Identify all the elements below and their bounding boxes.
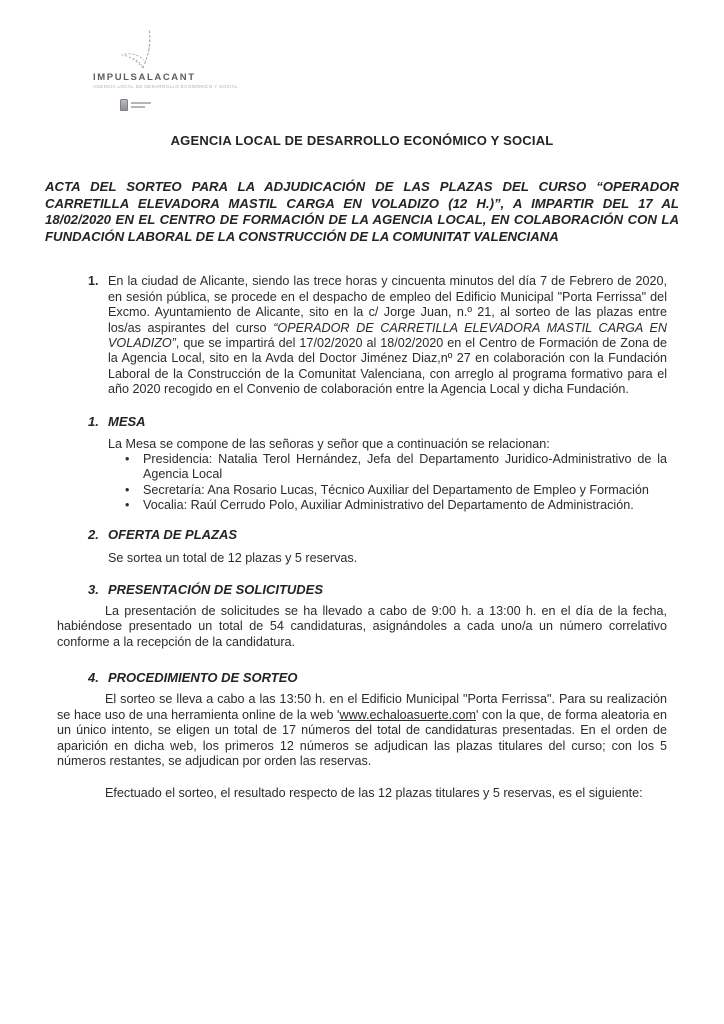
- mesa-member-vocalia: [125, 498, 667, 513]
- oferta-body-text: Se sortea un total de 12 plazas y 5 reservas.: [108, 550, 358, 565]
- sorteo-text-after-link: ' con la que, de forma aleatoria en un único intento, se eligen un total de 17 números del total de candidaturas presentadas. En el orden de aparición en dicha web, los primeros 12 números se adjudican las plazas titulares del curso; con los 5 números restantes, se adjudican por orden las reservas.: [57, 707, 667, 768]
- mesa-intro-text: La Mesa se compone de las señoras y señor que a continuación se relacionan:: [108, 436, 550, 451]
- bullet-icon: •: [125, 452, 130, 467]
- logo-brand-text: IMPULSALACANT: [93, 72, 196, 83]
- member-text: Secretaría: Ana Rosario Lucas, Técnico Auxiliar del Departamento de Empleo y Formación: [143, 482, 649, 497]
- section-number: 1.: [88, 413, 99, 429]
- intro-text: [108, 274, 667, 397]
- mesa-member-secretaria: [125, 483, 667, 498]
- section-number: 2.: [88, 526, 99, 542]
- section-title: OFERTA DE PLAZAS: [108, 526, 238, 542]
- closing-paragraph: Efectuado el sorteo, el resultado respecto de las 12 plazas titulares y 5 reservas, es el siguiente:: [105, 786, 643, 801]
- logo-subtitle-text: AGENCIA LOCAL DE DESARROLLO ECONÓMICO Y SOCIAL: [93, 84, 239, 89]
- intro-text-after: , que se impartirá del 17/02/2020 al 18/02/2020 en el Centro de Formación de Zona de la Agencia Local, sito en la Avda del Doctor Jiménez Diaz,nº 27 en colaboración con la Fundación Laboral de la Construcción de la Comunitat Valenciana, con arreglo al programa formativo para el año 2020 recogido en el Convenio de colaboración entre la Agencia Local y dicha Fundación.: [108, 336, 667, 397]
- intro-number: 1.: [88, 274, 99, 289]
- section-title: PRESENTACIÓN DE SOLICITUDES: [108, 582, 324, 598]
- bullet-icon: •: [125, 482, 130, 497]
- section-heading-oferta: [88, 527, 667, 543]
- section-heading-mesa: [88, 414, 667, 430]
- section-title: MESA: [108, 413, 146, 429]
- page-title: AGENCIA LOCAL DE DESARROLLO ECONÓMICO Y SOCIAL: [170, 133, 554, 148]
- sorteo-text-before-link: El sorteo se lleva a cabo a las 13:50 h. en el Edificio Municipal "Porta Ferrissa". Para su realización se hace uso de una herramienta online de la web ': [57, 692, 667, 722]
- section-number: 3.: [88, 582, 99, 598]
- section-number: 4.: [88, 670, 99, 686]
- sorteo-body-text: [57, 692, 667, 769]
- echaloasuerte-link: www.echaloasuerte.com: [339, 707, 476, 722]
- section-heading-sorteo: [88, 670, 667, 686]
- acta-subject-heading: ACTA DEL SORTEO PARA LA ADJUDICACIÓN DE LAS PLAZAS DEL CURSO “OPERADOR CARRETILLA ELEVADORA MASTIL CARGA EN VOLADIZO (12 H.)”, A IMPARTIR DEL 17 AL 18/02/2020 EN EL CENTRO DE FORMACIÓN DE LA AGENCIA LOCAL, EN COLABORACIÓN CON LA FUNDACIÓN LABORAL DE LA CONSTRUCCIÓN DE LA COMUNITAT VALENCIANA: [45, 179, 679, 244]
- intro-paragraph: [88, 274, 667, 397]
- intro-text-before: En la ciudad de Alicante, siendo las trece horas y cincuenta minutos del día 7 de Febrero de 2020, en sesión pública, se procede en el despacho de empleo del Edificio Municipal "Porta Ferrissa" del Excmo. Ayuntamiento de Alicante, sito en la c/ Jorge Juan, n.º 21, al sorteo de las plazas entre los/as aspirantes del curso: [108, 274, 667, 335]
- mesa-member-presidencia: [125, 452, 667, 483]
- section-title: PROCEDIMIENTO DE SORTEO: [108, 670, 298, 686]
- course-name: “OPERADOR DE CARRETILLA ELEVADORA MASTIL CARGA EN VOLADIZO”: [108, 320, 668, 350]
- solicitudes-body-text: La presentación de solicitudes se ha llevado a cabo de 9:00 h. a 13:00 h. en el día de la fecha, habiéndose presentado un total de 54 candidaturas, asignándoles a cada uno/a un número correlativo conforme a la recepción de la candidatura.: [57, 604, 667, 649]
- member-text: Presidencia: Natalia Terol Hernández, Jefa del Departamento Juridico-Administrativo de la Agencia Local: [143, 452, 667, 482]
- member-text: Vocalia: Raúl Cerrudo Polo, Auxiliar Administrativo del Departamento de Administración.: [143, 498, 634, 513]
- document-body: [45, 0, 679, 802]
- bullet-icon: •: [125, 498, 130, 513]
- section-heading-solicitudes: [88, 582, 667, 598]
